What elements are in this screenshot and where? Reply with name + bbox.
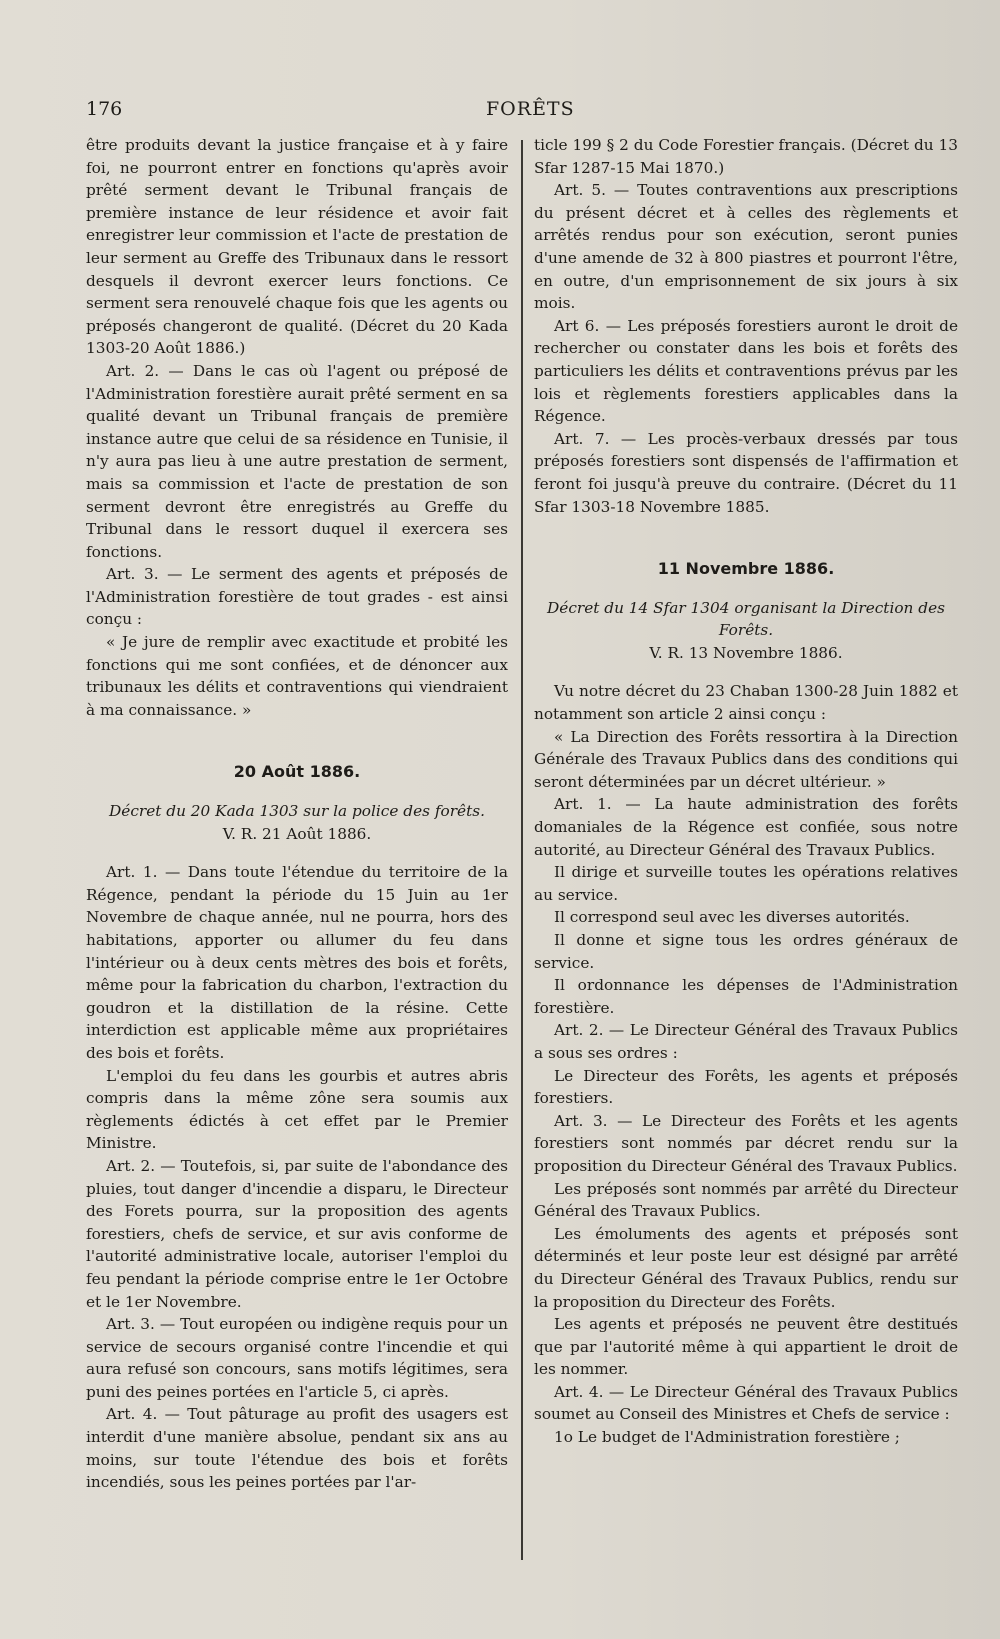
paragraph-oath-continuation: être produits devant la justice française et à y faire foi, ne pourront entrer en fonctions qu'après avoir prêté serment devant le Tribunal français de première instance de leur résidence et avoir fait enregistrer leur commission et l'acte de prestation de leur serment au Greffe des Tribunaux dans le ressort desquels il devront exercer leurs fonctions. Ce serment sera renouvelé chaque fois que les agents ou préposés changeront de qualité. (Décret du 20 Kada 1303-20 Août 1886.) bbox=[86, 136, 508, 358]
decree-title: Décret du 20 Kada 1303 sur la police des forêts. bbox=[109, 802, 485, 821]
paragraph-art-4: Art. 4. — Le Directeur Général des Travaux Publics soumet au Conseil des Ministres et Chefs de service : bbox=[534, 1382, 958, 1424]
paragraph-preposes: Les préposés sont nommés par arrêté du Directeur Général des Travaux Publics. bbox=[534, 1179, 958, 1221]
paragraph-decree-art-4: Art. 4. — Tout pâturage au profit des usagers est interdit d'une manière absolue, pendant six ans au moins, sur toute l'étendue des bois et forêts incendiés, sous les peines portées par l'ar- bbox=[86, 1405, 508, 1492]
paragraph-emoluments: Les émoluments des agents et préposés sont déterminés et leur poste leur est désigné par arrêté du Directeur Général des Travaux Publics, rendu sur la proposition du Directeur des Forêts. bbox=[534, 1224, 958, 1311]
list-item-budget: 1o Le budget de l'Administration forestière ; bbox=[554, 1428, 900, 1447]
paragraph-art-6: Art 6. — Les préposés forestiers auront le droit de rechercher ou constater dans les bois et forêts des particuliers les délits et contraventions prévus par les lois et règlements forestiers applicables dans la Régence. bbox=[534, 316, 958, 426]
right-column bbox=[534, 134, 958, 1449]
paragraph-art-2: Art. 2. — Dans le cas où l'agent ou préposé de l'Administration forestière aurait prêté serment en sa qualité devant un Tribunal français de première instance autre que celui de sa résidence en Tunisie, il n'y aura pas lieu à une autre prestation de serment, mais sa commission et l'acte de prestation de son serment devront être enregistrés au Greffe du Tribunal dans le ressort duquel il exercera ses fonctions. bbox=[86, 361, 508, 561]
paragraph-decree-art-2: Art. 2. — Toutefois, si, par suite de l'abondance des pluies, tout danger d'incendie a disparu, le Directeur des Forets pourra, sur la proposition des agents forestiers, chefs de service, et sur avis conforme de l'autorité administrative locale, autoriser l'emploi du feu pendant la période comprise entre le 1er Octobre et le 1er Novembre. bbox=[86, 1156, 508, 1311]
paragraph-decree-art-3: Art. 3. — Tout européen ou indigène requis pour un service de secours organisé contre l'incendie et qui aura refusé son concours, sans motifs légitimes, sera puni des peines portées en l'article 5, ci après. bbox=[86, 1315, 508, 1401]
page-header bbox=[86, 98, 966, 128]
paragraph-donne: Il donne et signe tous les ordres généraux de service. bbox=[534, 931, 958, 972]
paragraph-vu: Vu notre décret du 23 Chaban 1300-28 Juin 1882 et notamment son article 2 ainsi conçu : bbox=[534, 682, 958, 724]
section-date-heading: 20 Août 1886. bbox=[233, 762, 361, 782]
paragraph-directeur: Le Directeur des Forêts, les agents et préposés forestiers. bbox=[534, 1066, 958, 1108]
decree-vr: V. R. 13 Novembre 1886. bbox=[649, 643, 843, 662]
paragraph-dirige: Il dirige et surveille toutes les opérations relatives au service. bbox=[534, 863, 958, 904]
paragraph-art-5: Art. 5. — Toutes contraventions aux prescriptions du présent décret et à celles des règlements et arrêtés rendus pour son exécution, seront punies d'une amende de 32 à 800 piastres et pourront l'être, en outre, d'un emprisonnement de six jours à six mois. bbox=[534, 181, 958, 313]
paragraph-decree-art-1: Art. 1. — Dans toute l'étendue du territoire de la Régence, pendant la période du 15 Juin au 1er Novembre de chaque année, nul ne pourra, hors des habitations, apporter ou allumer du feu dans l'intérieur ou à deux cents mètres des bois et forêts, même pour la fabrication du charbon, l'extraction du goudron et la distillation de la résine. Cette interdiction est applicable même aux propriétaires des bois et forêts. bbox=[86, 863, 508, 1062]
page-number: 176 bbox=[86, 98, 123, 120]
paragraph-direction-quote: « La Direction des Forêts ressortira à la Direction Générale des Travaux Publics dans des conditions qui seront déterminées par un décret ultérieur. » bbox=[534, 727, 958, 791]
left-column bbox=[86, 134, 508, 1494]
paragraph-art-1: Art. 1. — La haute administration des forêts domaniales de la Régence est confiée, sous notre autorité, au Directeur Général des Travaux Publics. bbox=[534, 795, 958, 859]
decree-title: Décret du 14 Sfar 1304 organisant la Direction des Forêts. bbox=[547, 598, 945, 640]
decree-vr: V. R. 21 Août 1886. bbox=[222, 824, 372, 843]
paragraph-destitues: Les agents et préposés ne peuvent être destitués que par l'autorité même à qui appartient le droit de les nommer. bbox=[534, 1315, 958, 1379]
paragraph-fire-use: L'emploi du feu dans les gourbis et autres abris compris dans la même zône sera soumis aux règlements édictés à cet effet par le Premier Ministre. bbox=[86, 1066, 508, 1153]
section-date-heading: 11 Novembre 1886. bbox=[657, 559, 835, 579]
paragraph-art-3: Art. 3. — Le Directeur des Forêts et les agents forestiers sont nommés par décret rendu sur la proposition du Directeur Général des Travaux Publics. bbox=[534, 1111, 958, 1175]
paragraph-art-4-continuation: ticle 199 § 2 du Code Forestier français. (Décret du 13 Sfar 1287-15 Mai 1870.) bbox=[534, 136, 958, 177]
paragraph-ordonnance: Il ordonnance les dépenses de l'Administration forestière. bbox=[534, 976, 958, 1017]
paragraph-art-2: Art. 2. — Le Directeur Général des Travaux Publics a sous ses ordres : bbox=[534, 1021, 958, 1062]
paragraph-correspond: Il correspond seul avec les diverses autorités. bbox=[554, 908, 910, 927]
running-title: FORÊTS bbox=[486, 98, 575, 120]
paragraph-art-3: Art. 3. — Le serment des agents et préposés de l'Administration forestière de tout grades - est ainsi conçu : bbox=[86, 565, 508, 629]
paragraph-oath-quote: « Je jure de remplir avec exactitude et probité les fonctions qui me sont confiées, et de dénoncer aux tribunaux les délits et contraventions qui viendraient à ma connaissance. » bbox=[86, 633, 508, 719]
paragraph-art-7: Art. 7. — Les procès-verbaux dressés par tous préposés forestiers sont dispensés de l'affirmation et feront foi jusqu'à preuve du contraire. (Décret du 11 Sfar 1303-18 Novembre 1885. bbox=[534, 429, 958, 516]
column-divider bbox=[521, 140, 523, 1560]
